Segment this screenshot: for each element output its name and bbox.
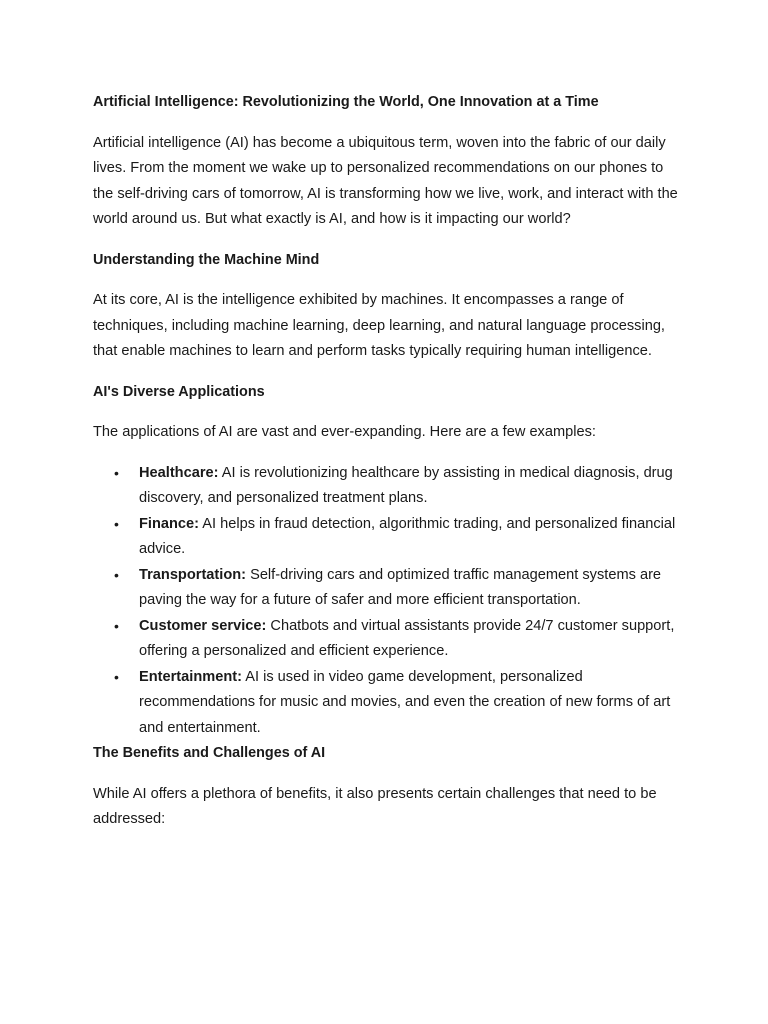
bullet-icon: •: [114, 464, 119, 481]
applications-intro-paragraph: The applications of AI are vast and ever-expanding. Here are a few examples:: [93, 424, 596, 440]
list-item-term: Customer service:: [139, 617, 267, 634]
document-page: [93, 90, 683, 833]
list-item-term: Entertainment:: [139, 668, 242, 685]
section-heading-benefits-challenges: The Benefits and Challenges of AI: [93, 745, 326, 761]
list-item-healthcare: [93, 461, 683, 512]
section-heading-machine-mind: Understanding the Machine Mind: [93, 251, 320, 268]
bullet-icon: •: [114, 566, 119, 583]
list-item-term: Transportation:: [139, 566, 247, 583]
list-item-text: Chatbots and virtual assistants provide 24/7 customer support, offering a personalized and efficient experience.: [139, 617, 675, 659]
list-item-transportation: [93, 563, 683, 614]
benefits-challenges-paragraph: While AI offers a plethora of benefits, it also presents certain challenges that need to be addressed:: [93, 785, 657, 827]
document-title: Artificial Intelligence: Revolutionizing the World, One Innovation at a Time: [93, 94, 599, 110]
bullet-icon: •: [114, 617, 119, 634]
list-item-entertainment: [93, 665, 683, 742]
bullet-icon: •: [114, 668, 119, 685]
section-heading-applications: AI's Diverse Applications: [93, 383, 265, 400]
list-item-customer-service: [93, 614, 683, 665]
list-item-term: Finance:: [139, 515, 200, 532]
list-item-text: AI helps in fraud detection, algorithmic trading, and personalized financial advice.: [139, 515, 676, 557]
applications-list: [93, 461, 683, 742]
intro-paragraph: Artificial intelligence (AI) has become a ubiquitous term, woven into the fabric of our daily lives. From the moment we wake up to personalized recommendations on our phones to the self-driving cars of tomorrow, AI is transforming how we live, work, and interact with the world around us. But what exactly is AI, and how is it impacting our world?: [93, 134, 678, 227]
list-item-text: Self-driving cars and optimized traffic management systems are paving the way for a future of safer and more efficient transportation.: [139, 566, 662, 608]
list-item-text: AI is used in video game development, personalized recommendations for music and movies, and even the creation of new forms of art and entertainment.: [139, 668, 671, 736]
list-item-text: AI is revolutionizing healthcare by assisting in medical diagnosis, drug discovery, and personalized treatment plans.: [139, 464, 673, 506]
bullet-icon: •: [114, 515, 119, 532]
machine-mind-paragraph: At its core, AI is the intelligence exhibited by machines. It encompasses a range of techniques, including machine learning, deep learning, and natural language processing, that enable machines to learn and perform tasks typically requiring human intelligence.: [93, 292, 665, 359]
list-item-term: Healthcare:: [139, 464, 219, 481]
list-item-finance: [93, 512, 683, 563]
